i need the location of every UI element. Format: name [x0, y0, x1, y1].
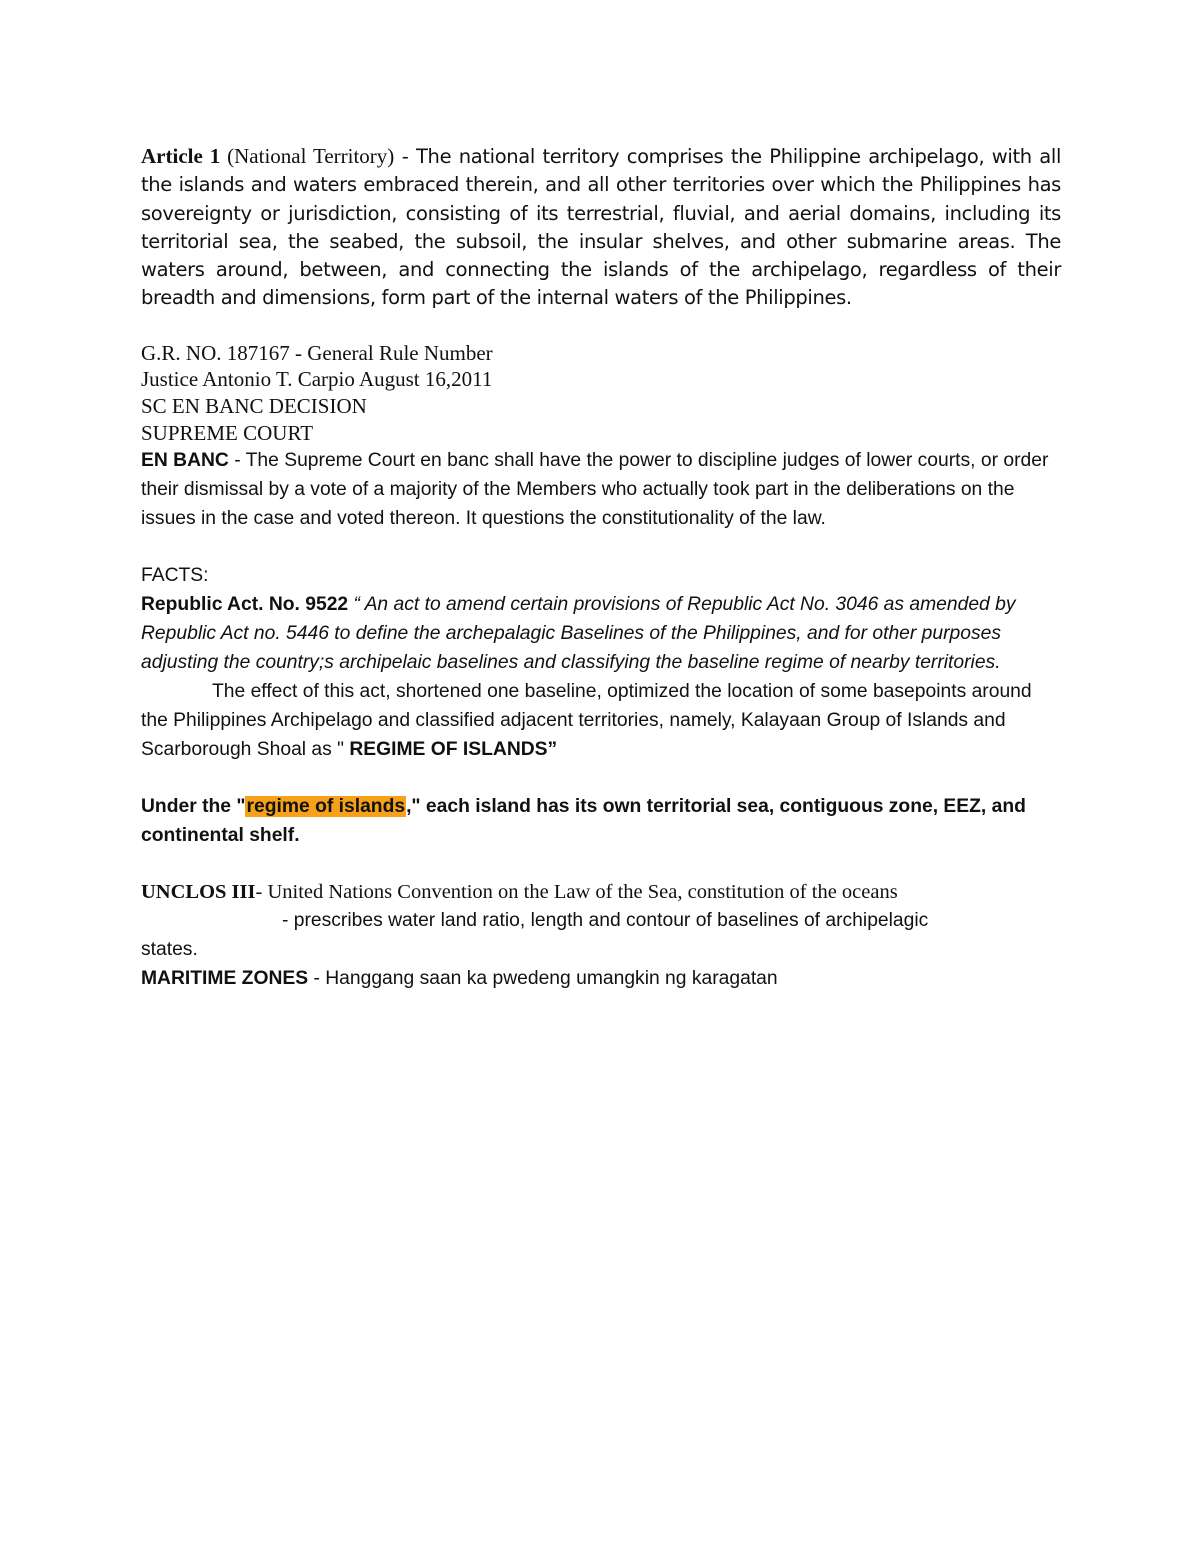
regime-paragraph	[141, 792, 1061, 850]
republic-act-label: Republic Act. No. 9522	[141, 594, 349, 616]
unclos-text: - United Nations Convention on the Law of the Sea, constitution of the oceans	[255, 881, 898, 904]
case-details	[141, 340, 1061, 446]
maritime-zones-paragraph	[141, 964, 1061, 993]
effect-paragraph	[141, 677, 1061, 764]
decision-line: SC EN BANC DECISION	[141, 393, 367, 418]
maritime-zones-label: MARITIME ZONES	[141, 968, 309, 990]
document-page	[141, 142, 1061, 993]
regime-suffix: ," each island has its own territorial sea, contiguous zone, EEZ, and continental shelf.	[141, 796, 1026, 847]
en-banc-paragraph	[141, 446, 1061, 533]
regime-statement	[141, 796, 1026, 846]
republic-act-text: “ An act to amend certain provisions of Republic Act No. 3046 as amended by Republic Act no. 5446 to define the archepalagic Baselines of the Philippines, and for other purposes adjusting the country;s archipelaic baselines and classifying the baseline regime of nearby territories.	[141, 594, 1016, 674]
spacer	[141, 764, 1061, 792]
justice-line: Justice Antonio T. Carpio August 16,2011	[141, 367, 493, 392]
article-title-group	[141, 144, 394, 168]
regime-highlight: regime of islands	[246, 796, 406, 818]
article-1-paragraph	[141, 142, 1061, 313]
en-banc-label: EN BANC	[141, 450, 229, 472]
facts-heading: FACTS:	[141, 565, 209, 587]
maritime-zones-text: - Hanggang saan ka pwedeng umangkin ng karagatan	[308, 968, 778, 990]
regime-prefix: Under the "	[141, 796, 246, 818]
spacer	[141, 533, 1061, 561]
spacer	[141, 850, 1061, 878]
unclos-line	[141, 878, 1061, 907]
article-body: - The national territory comprises the Philippine archipelago, with all the islands and waters embraced therein, and all other territories over which the Philippines has sovereignty or jurisdiction, consisting of its terrestrial, fluvial, and aerial domains, including its territorial sea, the seabed, the subsoil, the insular shelves, and other submarine areas. The waters around, between, and connecting the islands of the archipelago, regardless of their breadth and dimensions, form part of the internal waters of the Philippines.	[141, 145, 1062, 310]
republic-act-paragraph	[141, 590, 1061, 677]
unclos-title-group	[141, 881, 898, 903]
unclos-sub-line: - prescribes water land ratio, length and contour of baselines of archipelagic	[282, 910, 929, 932]
court-line: SUPREME COURT	[141, 420, 314, 445]
regime-of-islands-bold: REGIME OF ISLANDS”	[349, 739, 558, 761]
en-banc-text: - The Supreme Court en banc shall have the power to discipline judges of lower courts, or order their dismissal by a vote of a majority of the Members who actually took part in the deliberations on the issues in the case and voted thereon. It questions the constitutionality of the law.	[141, 450, 1049, 530]
effect-text: The effect of this act, shortened one baseline, optimized the location of some basepoints around the Philippines Archipelago and classified adjacent territories, namely, Kalayaan Group of Islands and Scarborough Shoal as "	[141, 681, 1032, 761]
article-subtitle: (National Territory)	[227, 144, 395, 168]
gr-number: G.R. NO. 187167 - General Rule Number	[141, 340, 493, 365]
article-title: Article 1	[141, 144, 221, 168]
unclos-sub-line-continued: states.	[141, 939, 198, 961]
unclos-label: UNCLOS III	[141, 881, 256, 904]
